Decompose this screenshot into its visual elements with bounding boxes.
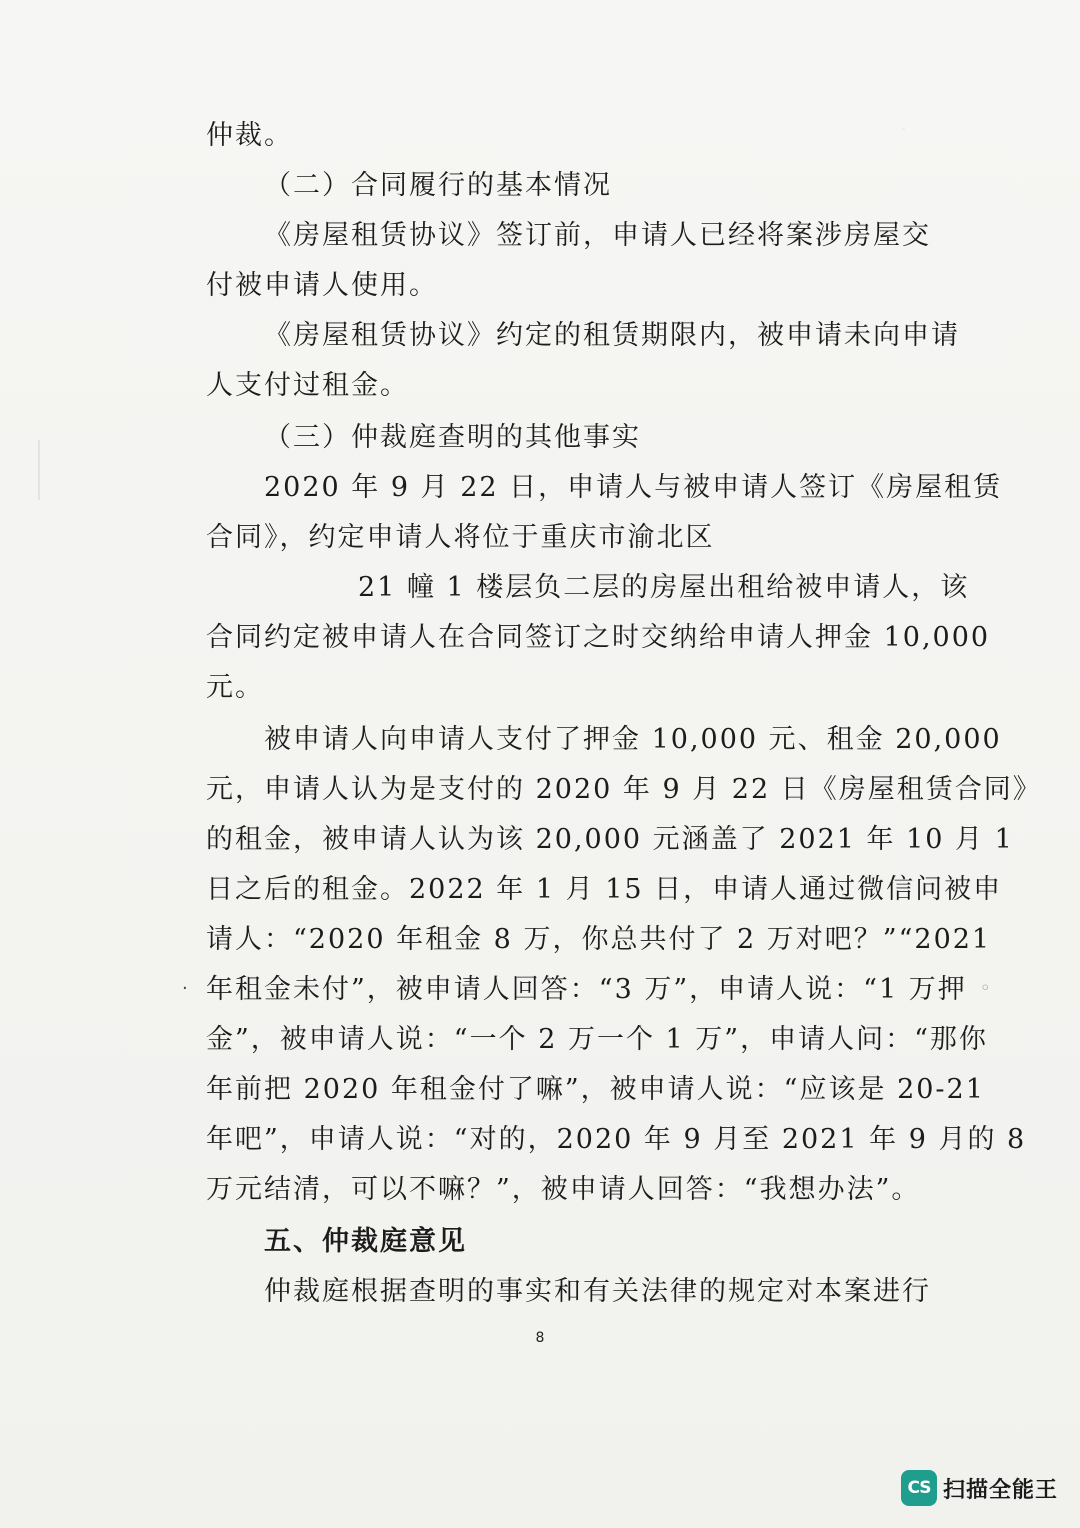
text-line-20: 年前把 2020 年租金付了嘛”，被申请人说：“应该是 20-21 <box>206 1074 985 1105</box>
section-heading-other-facts: （三）仲裁庭查明的其他事实 <box>264 422 641 453</box>
text-line-3: 《房屋租赁协议》签订前，申请人已经将案涉房屋交 <box>264 220 931 251</box>
camscanner-logo-icon: CS <box>901 1470 937 1506</box>
page-number: 8 <box>535 1330 545 1346</box>
text-line-18: 年租金未付”，被申请人回答：“3 万”，申请人说：“1 万押 <box>206 974 967 1005</box>
text-line-5: 《房屋租赁协议》约定的租赁期限内，被申请未向申请 <box>264 320 960 351</box>
margin-dot-left: · <box>182 978 188 999</box>
scanner-watermark <box>901 1468 1058 1508</box>
text-line-9: 合同》，约定申请人将位于重庆市渝北区 <box>206 522 715 553</box>
text-line-16: 日之后的租金。2022 年 1 月 15 日，申请人通过微信问被申 <box>206 874 1003 905</box>
section-heading-contract-performance: （二）合同履行的基本情况 <box>264 170 612 201</box>
watermark-app-name: 扫描全能王 <box>942 1477 1058 1503</box>
text-line-22: 万元结清，可以不嘛？”，被申请人回答：“我想办法”。 <box>206 1174 921 1205</box>
section-heading-tribunal-opinion: 五、仲裁庭意见 <box>264 1226 467 1257</box>
text-line-17: 请人：“2020 年租金 8 万，你总共付了 2 万对吧？”“2021 <box>206 924 992 955</box>
margin-mark <box>38 440 66 500</box>
text-line-11: 合同约定被申请人在合同签订之时交纳给申请人押金 10,000 <box>206 622 991 653</box>
margin-dot-right: ◦ <box>980 978 991 999</box>
text-line-13: 被申请人向申请人支付了押金 10,000 元、租金 20,000 <box>264 724 1002 755</box>
text-line-14: 元，申请人认为是支付的 2020 年 9 月 22 日《房屋租赁合同》 <box>206 774 1042 805</box>
text-line-24: 仲裁庭根据查明的事实和有关法律的规定对本案进行 <box>264 1276 931 1307</box>
text-line-12: 元。 <box>206 672 264 703</box>
bleed-through-text: · <box>900 118 910 143</box>
text-line-6: 人支付过租金。 <box>206 370 409 401</box>
text-line-21: 年吧”，申请人说：“对的，2020 年 9 月至 2021 年 9 月的 8 <box>206 1124 1027 1155</box>
text-line-1: 仲裁。 <box>206 120 293 151</box>
text-line-10: 21 幢 1 楼层负二层的房屋出租给被申请人，该 <box>358 572 970 603</box>
text-line-8: 2020 年 9 月 22 日，申请人与被申请人签订《房屋租赁 <box>264 472 1003 503</box>
text-line-15: 的租金，被申请人认为该 20,000 元涵盖了 2021 年 10 月 1 <box>206 824 1014 855</box>
text-line-19: 金”，被申请人说：“一个 2 万一个 1 万”，申请人问：“那你 <box>206 1024 988 1055</box>
text-line-4: 付被申请人使用。 <box>206 270 438 301</box>
